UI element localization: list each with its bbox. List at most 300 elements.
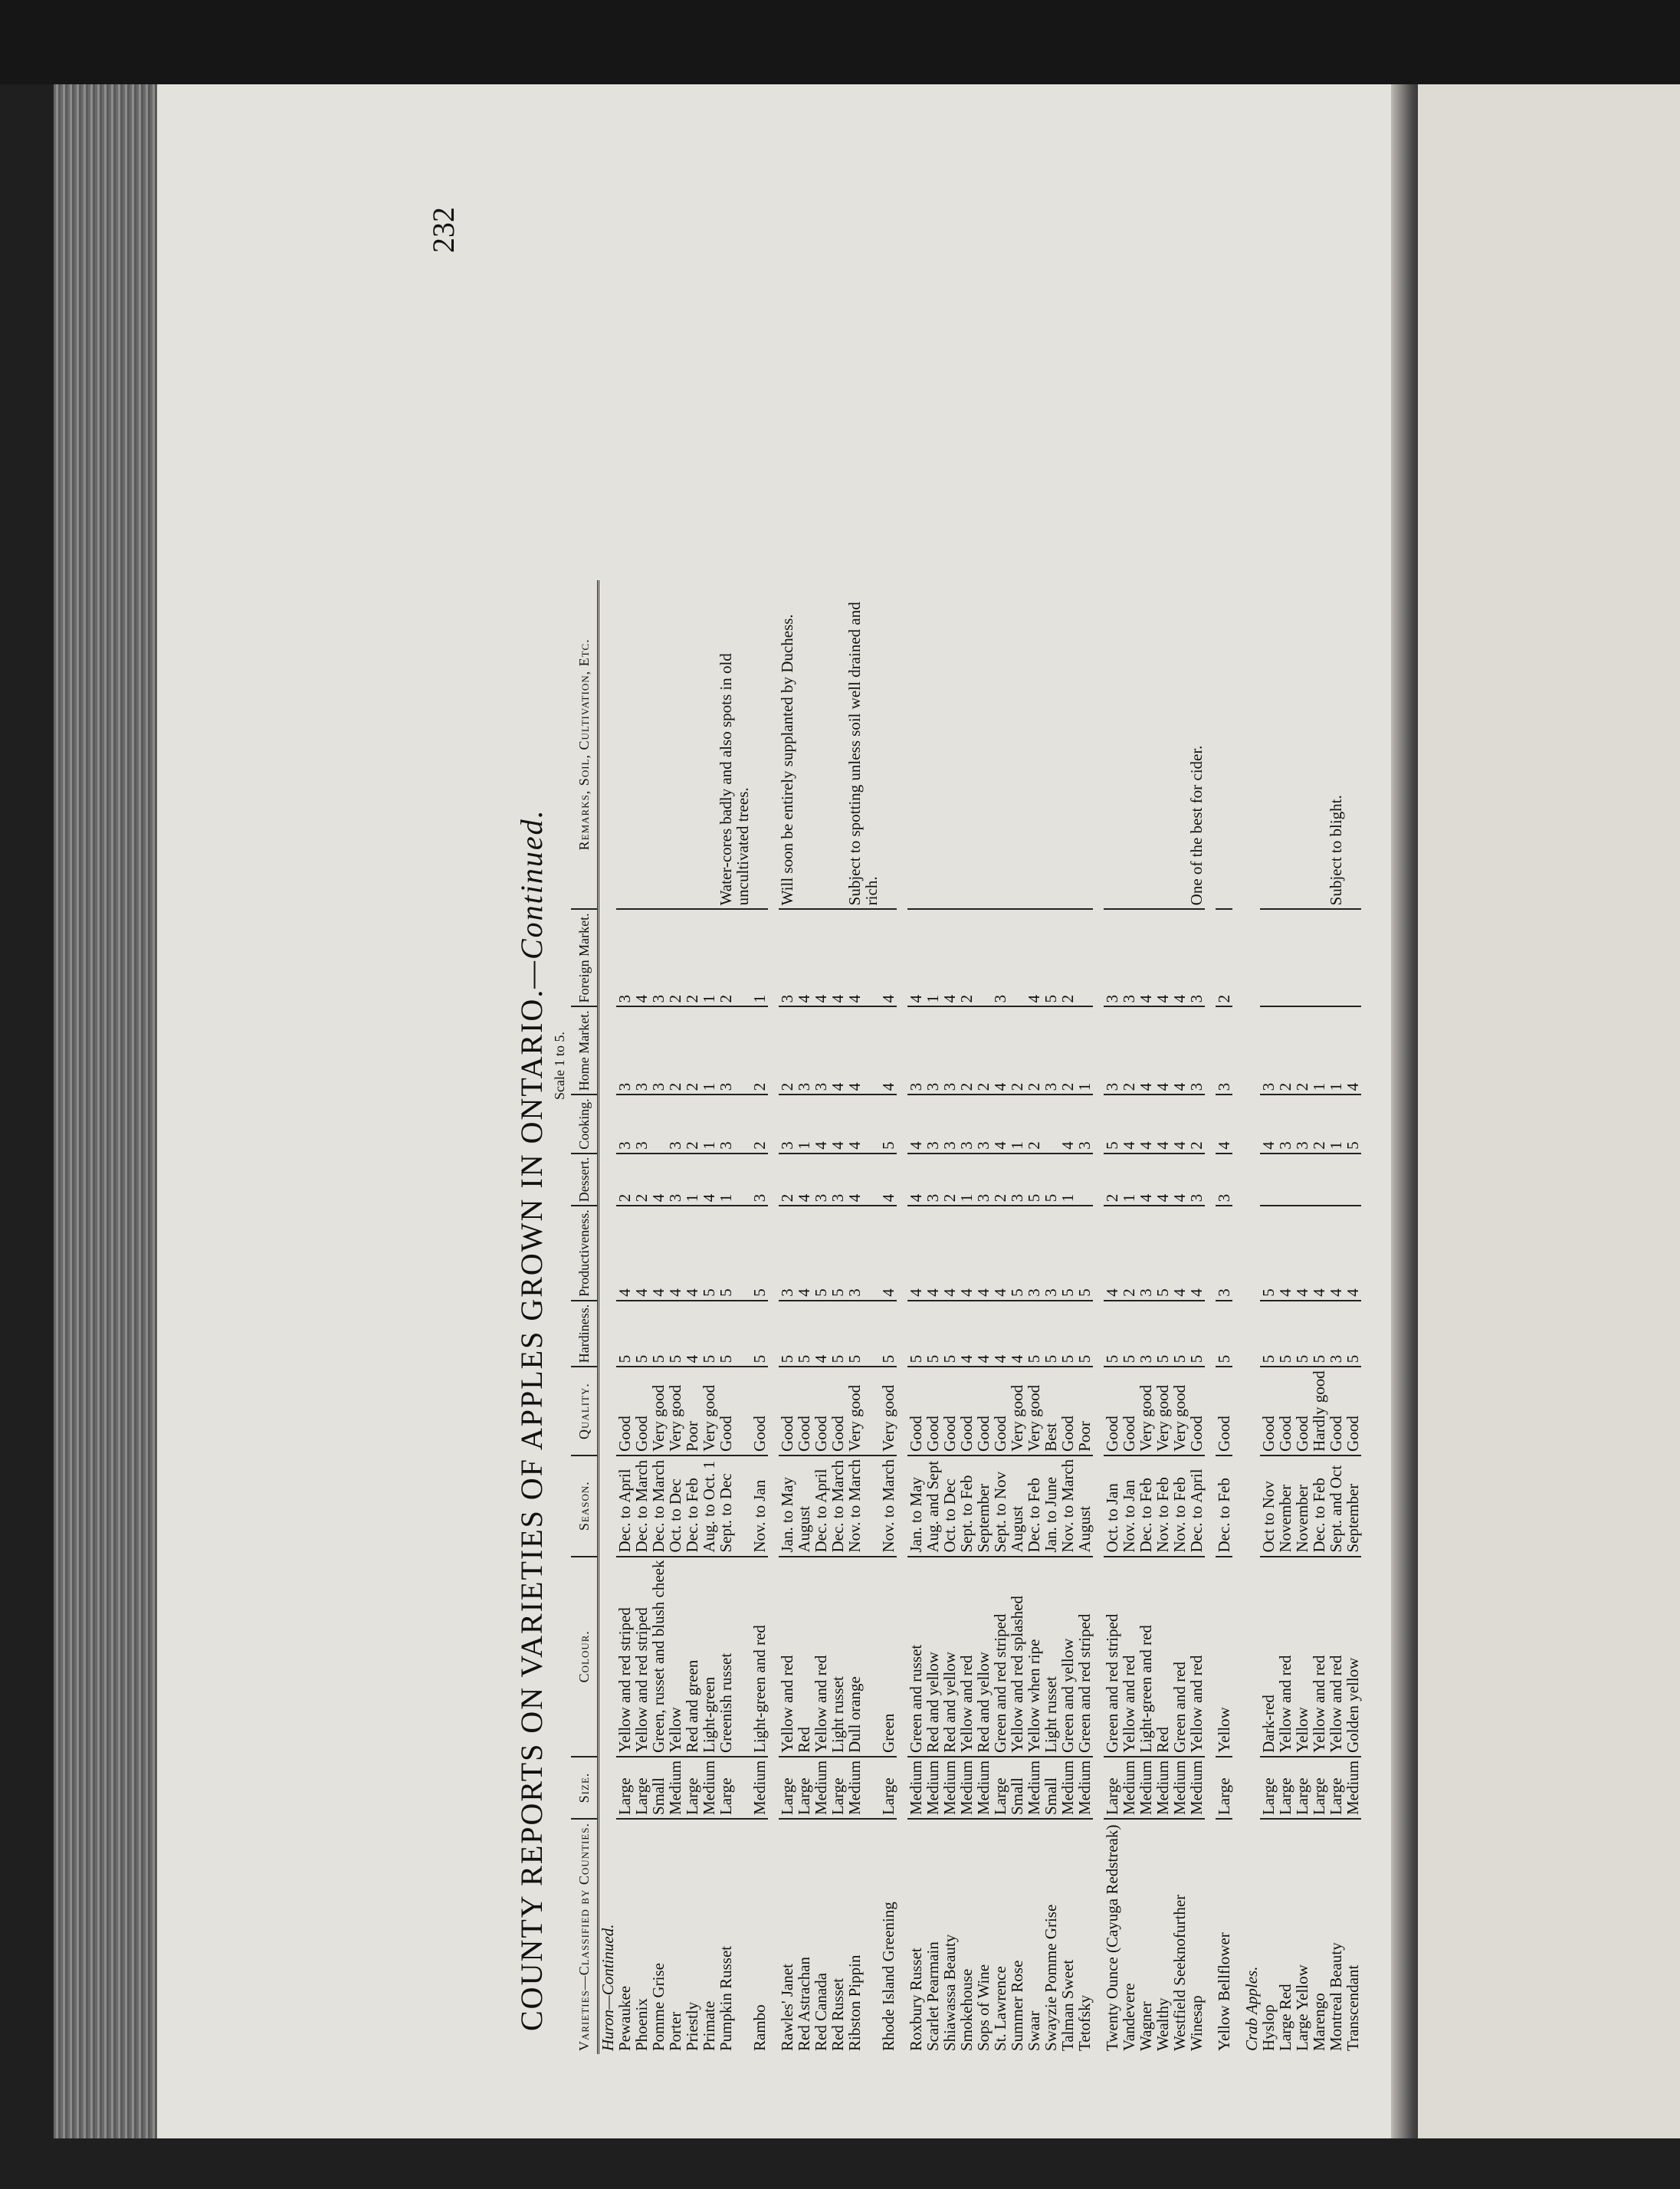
cell-rem	[1260, 580, 1277, 909]
cell-p: 3	[1216, 1206, 1232, 1300]
cell-rem	[701, 580, 717, 909]
cell-d: 3	[1216, 1154, 1232, 1206]
cell-quality: Good	[1104, 1367, 1121, 1456]
cell-p: 3	[779, 1206, 796, 1300]
cell-size: Medium	[1137, 1757, 1154, 1819]
cell-rem	[924, 580, 941, 909]
cell-size: Small	[650, 1757, 667, 1819]
cell-name: Phoenix	[633, 1819, 650, 2054]
cell-fm: 3	[650, 909, 667, 1006]
cell-fm: 4	[812, 909, 829, 1006]
cell-quality: Very good	[701, 1367, 717, 1456]
cell-p: 4	[924, 1206, 941, 1300]
cell-fm: 2	[667, 909, 684, 1006]
cell-hm: 4	[1344, 1006, 1361, 1094]
cell-c: 2	[1188, 1094, 1205, 1154]
cell-rem	[1311, 580, 1327, 909]
cell-h: 5	[1277, 1301, 1294, 1367]
cell-size: Medium	[1025, 1757, 1042, 1819]
cell-rem: One of the best for cider.	[1187, 745, 1206, 906]
cell-rem	[633, 580, 650, 909]
cell-fm	[1294, 909, 1311, 1006]
cell-fm: 4	[1154, 909, 1171, 1006]
row-gap	[897, 580, 907, 2054]
cell-name: Yellow Bellflower	[1216, 1819, 1232, 2054]
cell-h: 5	[941, 1301, 958, 1367]
cell-hm: 4	[1171, 1006, 1188, 1094]
cell-colour: Yellow	[1216, 1557, 1232, 1757]
cell-season: Oct. to Dec	[667, 1456, 684, 1557]
cell-quality: Very good	[667, 1367, 684, 1456]
cell-hm: 1	[1311, 1006, 1327, 1094]
cell-size: Large	[1294, 1757, 1311, 1819]
cell-c: 3	[633, 1094, 650, 1154]
cell-d: 1	[684, 1154, 701, 1206]
cell-fm: 1	[751, 909, 768, 1006]
cell-fm	[1009, 909, 1025, 1006]
cell-d: 4	[1154, 1154, 1171, 1206]
col-dessert: Dessert.	[571, 1154, 599, 1206]
cell-season: Dec. to Feb	[1025, 1456, 1042, 1557]
cell-p: 5	[1009, 1206, 1025, 1300]
cell-fm: 2	[1059, 909, 1076, 1006]
cell-p: 5	[1260, 1206, 1277, 1300]
cell-colour: Light-green	[701, 1557, 717, 1757]
table-row	[941, 580, 958, 2054]
cell-p: 4	[907, 1206, 924, 1300]
cell-name: Rambo	[751, 1819, 768, 2054]
table-row	[1059, 580, 1076, 2054]
page-title	[514, 268, 550, 2031]
book-page-edges	[54, 84, 169, 2138]
cell-h: 4	[684, 1301, 701, 1367]
cell-quality: Good	[1277, 1367, 1294, 1456]
cell-colour: Green, russet and blush cheek	[650, 1557, 667, 1757]
cell-hm: 3	[633, 1006, 650, 1094]
title-continued: —Continued.	[514, 809, 549, 989]
cell-name: Talman Sweet	[1059, 1819, 1076, 2054]
table-row	[829, 580, 846, 2054]
cell-colour: Dark-red	[1260, 1557, 1277, 1757]
cell-rem	[1216, 580, 1232, 909]
table-row	[1216, 580, 1232, 2054]
cell-rem	[1104, 580, 1121, 909]
cell-c: 2	[684, 1094, 701, 1154]
cell-season: Dec. to Feb	[1137, 1456, 1154, 1557]
table-row	[684, 580, 701, 2054]
cell-name: Large Yellow	[1294, 1819, 1311, 2054]
cell-d: 3	[1009, 1154, 1025, 1206]
cell-season: Dec. to March	[633, 1456, 650, 1557]
cell-name: Transcendant	[1344, 1819, 1361, 2054]
cell-rem	[1025, 580, 1042, 909]
cell-name: Pomme Grise	[650, 1819, 667, 2054]
cell-name: Rawles' Janet	[779, 1819, 796, 2054]
cell-hm: 3	[796, 1006, 812, 1094]
cell-season: September	[1344, 1456, 1361, 1557]
cell-season: Dec. to Feb	[1311, 1456, 1327, 1557]
cell-d: 3	[812, 1154, 829, 1206]
cell-h: 3	[1137, 1301, 1154, 1367]
cell-d	[1344, 1154, 1361, 1206]
cell-d: 4	[1137, 1154, 1154, 1206]
cell-fm	[1260, 909, 1277, 1006]
cell-d	[1311, 1154, 1327, 1206]
cell-h: 5	[779, 1301, 796, 1367]
cell-quality: Good	[975, 1367, 992, 1456]
adjacent-page-edge	[1418, 84, 1680, 2138]
cell-name: Red Canada	[812, 1819, 829, 2054]
cell-rem	[616, 580, 633, 909]
cell-rem	[1042, 580, 1059, 909]
table-row	[751, 580, 768, 2054]
cell-size: Large	[880, 1757, 897, 1819]
table-row	[812, 580, 829, 2054]
cell-h: 5	[1042, 1301, 1059, 1367]
col-cooking: Cooking.	[571, 1094, 599, 1154]
cell-size: Medium	[1344, 1757, 1361, 1819]
cell-size: Medium	[667, 1757, 684, 1819]
cell-rem	[880, 580, 897, 909]
cell-p: 3	[1137, 1206, 1154, 1300]
cell-size: Small	[1042, 1757, 1059, 1819]
cell-hm: 3	[907, 1006, 924, 1094]
cell-name: Westfield Seeknofurther	[1171, 1819, 1188, 2054]
cell-hm: 4	[1154, 1006, 1171, 1094]
cell-colour: Yellow and red	[812, 1557, 829, 1757]
cell-hm: 3	[717, 1006, 751, 1094]
cell-quality: Good	[992, 1367, 1009, 1456]
cell-hm: 3	[1216, 1006, 1232, 1094]
cell-season: Nov. to Jan	[751, 1456, 768, 1557]
cell-rem	[751, 580, 768, 909]
cell-season: Dec. to Feb	[1216, 1456, 1232, 1557]
cell-d: 2	[1104, 1154, 1121, 1206]
table-row	[1277, 580, 1294, 2054]
cell-h: 5	[1171, 1301, 1188, 1367]
table-row	[633, 580, 650, 2054]
cell-quality: Good	[812, 1367, 829, 1456]
cell-c: 3	[924, 1094, 941, 1154]
cell-d	[1327, 1154, 1344, 1206]
col-foreign-market: Foreign Market.	[571, 909, 599, 1006]
cell-season: Sept. to Feb	[958, 1456, 975, 1557]
cell-c: 4	[992, 1094, 1009, 1154]
cell-p: 4	[941, 1206, 958, 1300]
cell-c: 3	[1076, 1094, 1093, 1154]
cell-d: 5	[1025, 1154, 1042, 1206]
cell-p: 5	[829, 1206, 846, 1300]
cell-p: 4	[880, 1206, 897, 1300]
col-colour: Colour.	[571, 1557, 599, 1757]
cell-hm: 3	[1104, 1006, 1121, 1094]
cell-size: Medium	[958, 1757, 975, 1819]
cell-h: 5	[1344, 1301, 1361, 1367]
cell-name: Sops of Wine	[975, 1819, 992, 2054]
scale-header: Scale 1 to 5.	[552, 1032, 567, 1100]
cell-p: 4	[975, 1206, 992, 1300]
table-row	[1260, 580, 1277, 2054]
cell-h: 4	[992, 1301, 1009, 1367]
cell-name: Swayzie Pomme Grise	[1042, 1819, 1059, 2054]
cell-colour: Golden yellow	[1344, 1557, 1361, 1757]
cell-quality: Very good	[650, 1367, 667, 1456]
table-row	[1121, 580, 1137, 2054]
title-main: COUNTY REPORTS ON VARIETIES OF APPLES GROWN IN ONTARIO.	[514, 988, 549, 2031]
cell-p: 5	[717, 1206, 751, 1300]
cell-season: September	[975, 1456, 992, 1557]
cell-season: Oct. to Jan	[1104, 1456, 1121, 1557]
cell-name: Twenty Ounce (Cayuga Redstreak)	[1104, 1819, 1121, 2054]
cell-quality: Good	[779, 1367, 796, 1456]
cell-hm: 3	[650, 1006, 667, 1094]
cell-season: August	[1009, 1456, 1025, 1557]
cell-season: Dec. to March	[650, 1456, 667, 1557]
cell-size: Medium	[846, 1757, 880, 1819]
cell-p: 4	[1188, 1206, 1205, 1300]
cell-rem	[907, 580, 924, 909]
cell-d: 3	[1188, 1154, 1205, 1206]
cell-quality: Good	[924, 1367, 941, 1456]
cell-size: Large	[779, 1757, 796, 1819]
cell-p: 5	[1059, 1206, 1076, 1300]
cell-c: 1	[1327, 1094, 1344, 1154]
cell-name: Rhode Island Greening	[880, 1819, 897, 2054]
cell-size: Medium	[1154, 1757, 1171, 1819]
cell-d: 2	[633, 1154, 650, 1206]
cell-d: 5	[1042, 1154, 1059, 1206]
cell-quality: Good	[717, 1367, 751, 1456]
cell-c: 4	[812, 1094, 829, 1154]
cell-rem	[1009, 580, 1025, 909]
cell-fm: 4	[907, 909, 924, 1006]
cell-quality: Very good	[1025, 1367, 1042, 1456]
row-gap	[1205, 580, 1216, 2054]
cell-hm: 3	[1188, 1006, 1205, 1094]
cell-name: Roxbury Russet	[907, 1819, 924, 2054]
cell-size: Large	[1260, 1757, 1277, 1819]
cell-name: Pumpkin Russet	[717, 1819, 751, 2054]
cell-rem	[684, 580, 701, 909]
cell-p: 3	[1025, 1206, 1042, 1300]
cell-hm: 4	[846, 1006, 880, 1094]
cell-h: 5	[717, 1301, 751, 1367]
cell-rem: Water-cores badly and also spots in old uncultivated trees.	[717, 653, 752, 906]
cell-c: 1	[796, 1094, 812, 1154]
cell-hm: 3	[1042, 1006, 1059, 1094]
cell-h: 5	[846, 1301, 880, 1367]
cell-season: November	[1294, 1456, 1311, 1557]
table-row	[846, 580, 880, 2054]
cell-p: 4	[1104, 1206, 1121, 1300]
cell-hm: 4	[992, 1006, 1009, 1094]
cell-d: 2	[616, 1154, 633, 1206]
cell-quality: Good	[941, 1367, 958, 1456]
table-row	[1025, 580, 1042, 2054]
cell-size: Large	[1311, 1757, 1327, 1819]
cell-fm: 3	[1188, 909, 1205, 1006]
cell-c: 4	[1154, 1094, 1171, 1154]
cell-fm	[1076, 909, 1093, 1006]
row-gap	[768, 580, 779, 2054]
cell-p: 4	[1327, 1206, 1344, 1300]
cell-size: Medium	[975, 1757, 992, 1819]
cell-season: Oct to Nov	[1260, 1456, 1277, 1557]
cell-fm: 3	[1121, 909, 1137, 1006]
cell-fm: 3	[616, 909, 633, 1006]
cell-fm	[975, 909, 992, 1006]
cell-season: Sept. to Dec	[717, 1456, 751, 1557]
table-row	[1154, 580, 1171, 2054]
cell-hm: 1	[1076, 1006, 1093, 1094]
cell-name: Winesap	[1188, 1819, 1205, 2054]
cell-hm: 2	[1121, 1006, 1137, 1094]
cell-quality: Good	[1260, 1367, 1277, 1456]
cell-colour: Light russet	[1042, 1557, 1059, 1757]
cell-p: 5	[812, 1206, 829, 1300]
cell-colour: Yellow and red splashed	[1009, 1557, 1025, 1757]
cell-d	[1260, 1154, 1277, 1206]
cell-c: 2	[1311, 1094, 1327, 1154]
cell-fm: 2	[717, 909, 751, 1006]
cell-size: Medium	[1076, 1757, 1093, 1819]
cell-fm: 2	[684, 909, 701, 1006]
cell-p: 4	[684, 1206, 701, 1300]
cell-c: 3	[975, 1094, 992, 1154]
cell-colour: Red and yellow	[975, 1557, 992, 1757]
cell-rem	[941, 580, 958, 909]
cell-colour: Red	[796, 1557, 812, 1757]
cell-rem	[1059, 580, 1076, 909]
cell-fm: 2	[958, 909, 975, 1006]
cell-p: 4	[616, 1206, 633, 1300]
cell-p: 3	[1042, 1206, 1059, 1300]
cell-fm: 5	[1042, 909, 1059, 1006]
table-row	[1171, 580, 1188, 2054]
scanned-page	[157, 84, 1406, 2138]
table-row	[701, 580, 717, 2054]
cell-colour: Red and yellow	[924, 1557, 941, 1757]
cell-size: Medium	[751, 1757, 768, 1819]
cell-quality: Good	[829, 1367, 846, 1456]
cell-h: 5	[1076, 1301, 1093, 1367]
cell-c: 4	[1121, 1094, 1137, 1154]
table-row	[924, 580, 941, 2054]
cell-fm: 3	[992, 909, 1009, 1006]
col-home-market: Home Market.	[571, 1006, 599, 1094]
cell-colour: Yellow and red	[1311, 1557, 1327, 1757]
cell-p: 4	[1311, 1206, 1327, 1300]
cell-h: 5	[1260, 1301, 1277, 1367]
cell-quality: Good	[958, 1367, 975, 1456]
cell-season: Sept. to Nov	[992, 1456, 1009, 1557]
cell-fm: 4	[1137, 909, 1154, 1006]
cell-quality: Good	[907, 1367, 924, 1456]
cell-p: 2	[1121, 1206, 1137, 1300]
table-row	[975, 580, 992, 2054]
cell-rem	[1154, 580, 1171, 909]
cell-d: 4	[880, 1154, 897, 1206]
cell-size: Medium	[941, 1757, 958, 1819]
cell-d: 1	[958, 1154, 975, 1206]
cell-colour: Yellow and red striped	[633, 1557, 650, 1757]
cell-rem	[975, 580, 992, 909]
cell-h: 5	[829, 1301, 846, 1367]
cell-quality: Hardly good	[1311, 1367, 1327, 1456]
cell-colour: Red and yellow	[941, 1557, 958, 1757]
cell-fm: 4	[880, 909, 897, 1006]
cell-size: Large	[616, 1757, 633, 1819]
table-body	[599, 580, 1362, 2054]
cell-h: 5	[880, 1301, 897, 1367]
cell-colour: Yellow and red striped	[616, 1557, 633, 1757]
table-row	[650, 580, 667, 2054]
cell-colour: Yellow and red	[1188, 1557, 1205, 1757]
cell-colour: Light-green and red	[751, 1557, 768, 1757]
cell-fm	[1327, 909, 1344, 1006]
cell-name: Ribston Pippin	[846, 1819, 880, 2054]
cell-size: Large	[717, 1757, 751, 1819]
cell-p: 4	[992, 1206, 1009, 1300]
cell-p: 4	[796, 1206, 812, 1300]
cell-size: Medium	[701, 1757, 717, 1819]
cell-rem: Will soon be entirely supplanted by Duchess.	[778, 614, 796, 906]
cell-p: 4	[667, 1206, 684, 1300]
cell-quality: Good	[1294, 1367, 1311, 1456]
cell-h: 5	[751, 1301, 768, 1367]
cell-hm: 3	[812, 1006, 829, 1094]
cell-fm: 3	[779, 909, 796, 1006]
cell-p: 4	[633, 1206, 650, 1300]
table-row	[616, 580, 633, 2054]
table-row	[1042, 580, 1059, 2054]
cell-colour: Yellow	[667, 1557, 684, 1757]
cell-colour: Yellow and red	[958, 1557, 975, 1757]
cell-rem	[650, 580, 667, 909]
col-remarks: Remarks, Soil, Cultivation, Etc.	[571, 580, 599, 909]
cell-name: Pewaukee	[616, 1819, 633, 2054]
cell-hm: 3	[616, 1006, 633, 1094]
cell-size: Large	[829, 1757, 846, 1819]
cell-name: Wealthy	[1154, 1819, 1171, 2054]
cell-name: Tetofsky	[1076, 1819, 1093, 2054]
cell-name: Hyslop	[1260, 1819, 1277, 2054]
cell-size: Large	[1216, 1757, 1232, 1819]
cell-colour: Green	[880, 1557, 897, 1757]
cell-hm: 2	[779, 1006, 796, 1094]
cell-season: Dec. to March	[829, 1456, 846, 1557]
cell-quality: Good	[1188, 1367, 1205, 1456]
cell-colour: Green and red	[1171, 1557, 1188, 1757]
table-row	[1137, 580, 1154, 2054]
scan-backdrop	[0, 0, 1680, 84]
cell-hm: 2	[684, 1006, 701, 1094]
cell-quality: Good	[633, 1367, 650, 1456]
cell-c: 5	[1344, 1094, 1361, 1154]
cell-hm: 2	[958, 1006, 975, 1094]
cell-season: Dec. to April	[812, 1456, 829, 1557]
cell-colour: Yellow when ripe	[1025, 1557, 1042, 1757]
cell-c: 4	[1059, 1094, 1076, 1154]
cell-c: 3	[958, 1094, 975, 1154]
table-row	[992, 580, 1009, 2054]
cell-hm: 3	[924, 1006, 941, 1094]
cell-d	[1076, 1154, 1093, 1206]
cell-colour: Yellow	[1294, 1557, 1311, 1757]
cell-colour: Greenish russet	[717, 1557, 751, 1757]
cell-h: 3	[1327, 1301, 1344, 1367]
cell-colour: Light-green and red	[1137, 1557, 1154, 1757]
